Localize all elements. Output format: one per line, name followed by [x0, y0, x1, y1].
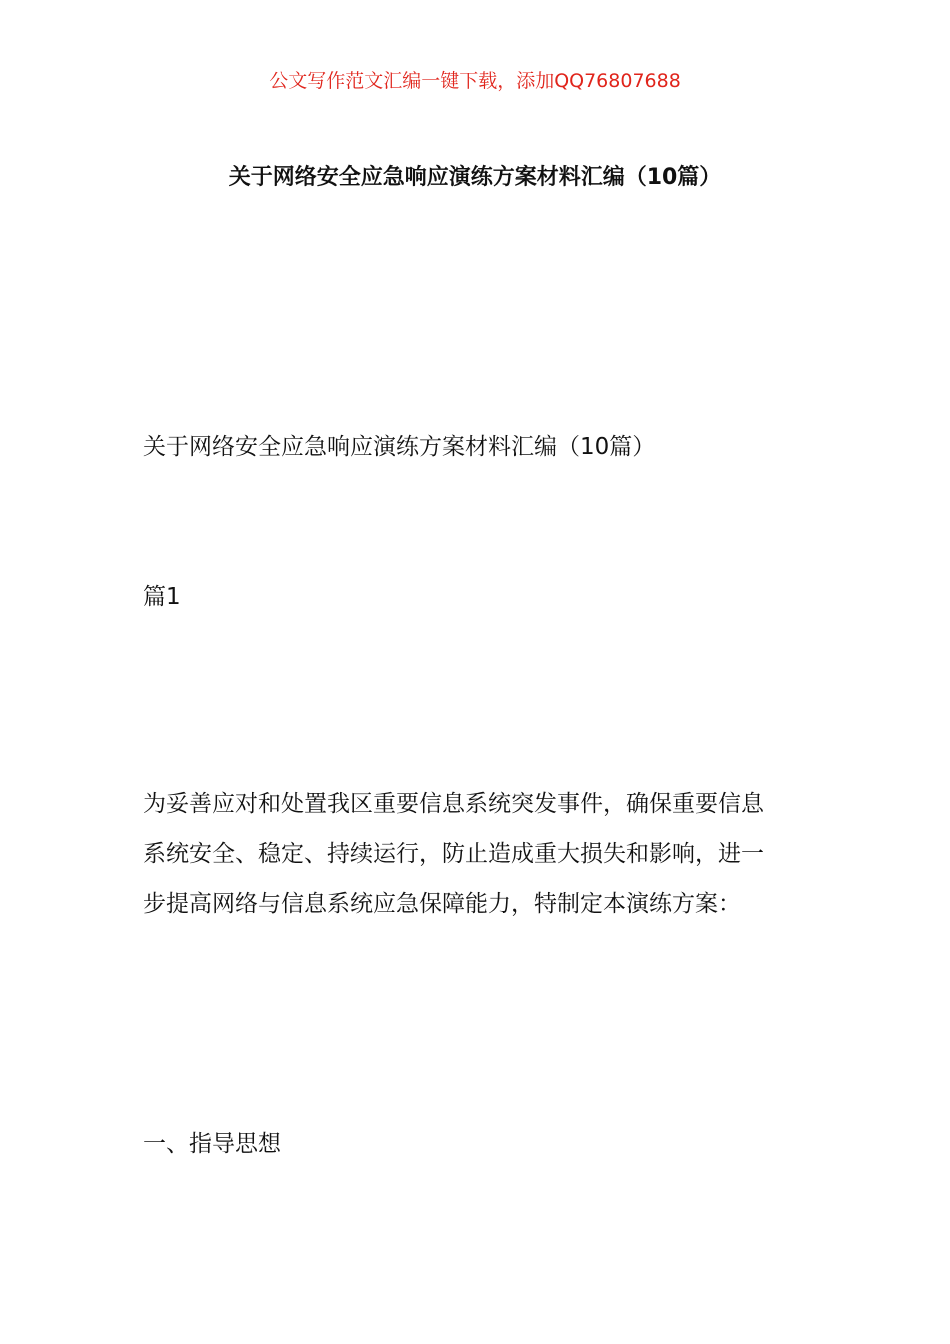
- promo-note: 公文写作范文汇编一键下载，添加QQ76807688: [269, 70, 681, 92]
- section-heading: 一、指导思想: [143, 1131, 281, 1157]
- document-title: 关于网络安全应急响应演练方案材料汇编（10篇）: [228, 165, 722, 190]
- intro-line: 为妥善应对和处置我区重要信息系统突发事件，确保重要信息: [143, 791, 764, 817]
- intro-line: 系统安全、稳定、持续运行，防止造成重大损失和影响，进一: [143, 841, 764, 867]
- intro-line: 步提高网络与信息系统应急保障能力，特制定本演练方案：: [143, 891, 741, 917]
- repeated-title: 关于网络安全应急响应演练方案材料汇编（10篇）: [143, 434, 656, 460]
- intro-paragraph: [143, 779, 811, 929]
- part-label: 篇1: [143, 584, 181, 610]
